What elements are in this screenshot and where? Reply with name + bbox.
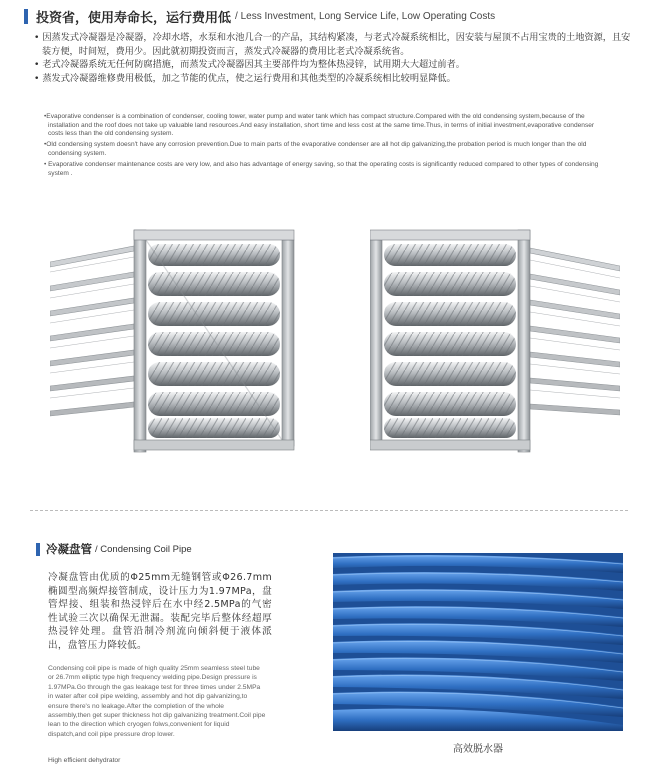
dehydrator-image xyxy=(333,553,623,731)
benefit-point-en: •Evaporative condenser is a combination of condenser, cooling tower, water pump and water tank which has compact structure.Compared with the old condensing system,because of the installation and the roof does not take up valuable land resources.And easy installation, short time and less cost at the same time.Thus, in terms of initial investment,evaporative condenser costs less than the old condensing system. xyxy=(44,113,595,138)
coil-section-heading xyxy=(36,541,192,557)
section-title-en: / Less Investment, Long Service Life, Low Operating Costs xyxy=(235,10,496,22)
coil-title-cn: 冷凝盘管 xyxy=(46,542,92,556)
condenser-coil-image-left xyxy=(50,226,310,458)
benefit-point-cn: • 老式冷凝器系统无任何防腐措施，而蒸发式冷凝器因其主要部件均为整体热浸锌，试用期大大超过前者。 xyxy=(34,59,465,71)
coil-description-cn: 冷凝盘管由优质的Φ25mm无缝钢管或Φ26.7mm椭圆型高频焊接管制成，设计压力为1.97MPa，盘管焊接、组装和热浸锌后在水中经2.5MPa的气密性试验三次以确保无泄漏。装配完毕后整体经超厚热浸锌处理。盘管沿制冷剂流向倾斜便于液体派出，盘管压力降较低。 xyxy=(48,572,272,651)
heading-accent-bar xyxy=(36,543,40,556)
section-title-cn: 投资省，使用寿命长，运行费用低 xyxy=(36,10,232,26)
section-heading xyxy=(24,6,495,26)
benefit-point-cn: • 因蒸发式冷凝器是冷凝器，冷却水塔，水泵和水池几合一的产品，其结构紧凑，与老式冷凝系统相比，因安装与屋顶不占用宝贵的土地资源，且安装方便，时间短，费用少。因此就初期投资而言，蒸发式冷凝器的费用比老式冷凝系统省。 xyxy=(34,32,631,57)
benefit-point-cn: • 蒸发式冷凝器维修费用极低，加之节能的优点，使之运行费用和其他类型的冷凝系统相比较明显降低。 xyxy=(34,72,456,84)
coil-description-en: Condensing coil pipe is made of high quality 25mm seamless steel tube or 26.7mm elliptic type high frequency welding pipe.Design pressure is 1.97MPa.Go through the gas leakage test for three times under 2.5MPa in water after coil pipe welding, assembly and hot dip galvanizing,to ensure there's no leakage.After the completion of the whole assembly,then get super thickness hot dip galvanizing treatment.Coil pipe lean to the direction which cryogen folws,convenient for liquid dispatch,and coil pipe pressure drop lower. xyxy=(48,665,266,738)
coil-title-en: / Condensing Coil Pipe xyxy=(95,543,192,555)
benefit-list-cn xyxy=(34,31,634,85)
dehydrator-caption: 高效脱水器 xyxy=(453,744,503,755)
benefit-list-en xyxy=(44,113,604,181)
section-divider xyxy=(30,510,628,511)
condenser-coil-image-right xyxy=(370,226,620,458)
benefit-point-en: • Evaporative condenser maintenance costs are very low, and also has advantage of energy saving, so that the operating costs is significantly reduced compared to other types of condensing system . xyxy=(44,161,599,177)
benefit-point-en: •Old condensing system doesn't have any corrosion prevention.Due to main parts of the evaporative condenser are all hot dip galvanizing,the probation period is much longer than the old condensing system. xyxy=(44,141,587,157)
dehydrator-label-en: High efficient dehydrator xyxy=(48,757,121,764)
heading-accent-bar xyxy=(24,9,28,24)
